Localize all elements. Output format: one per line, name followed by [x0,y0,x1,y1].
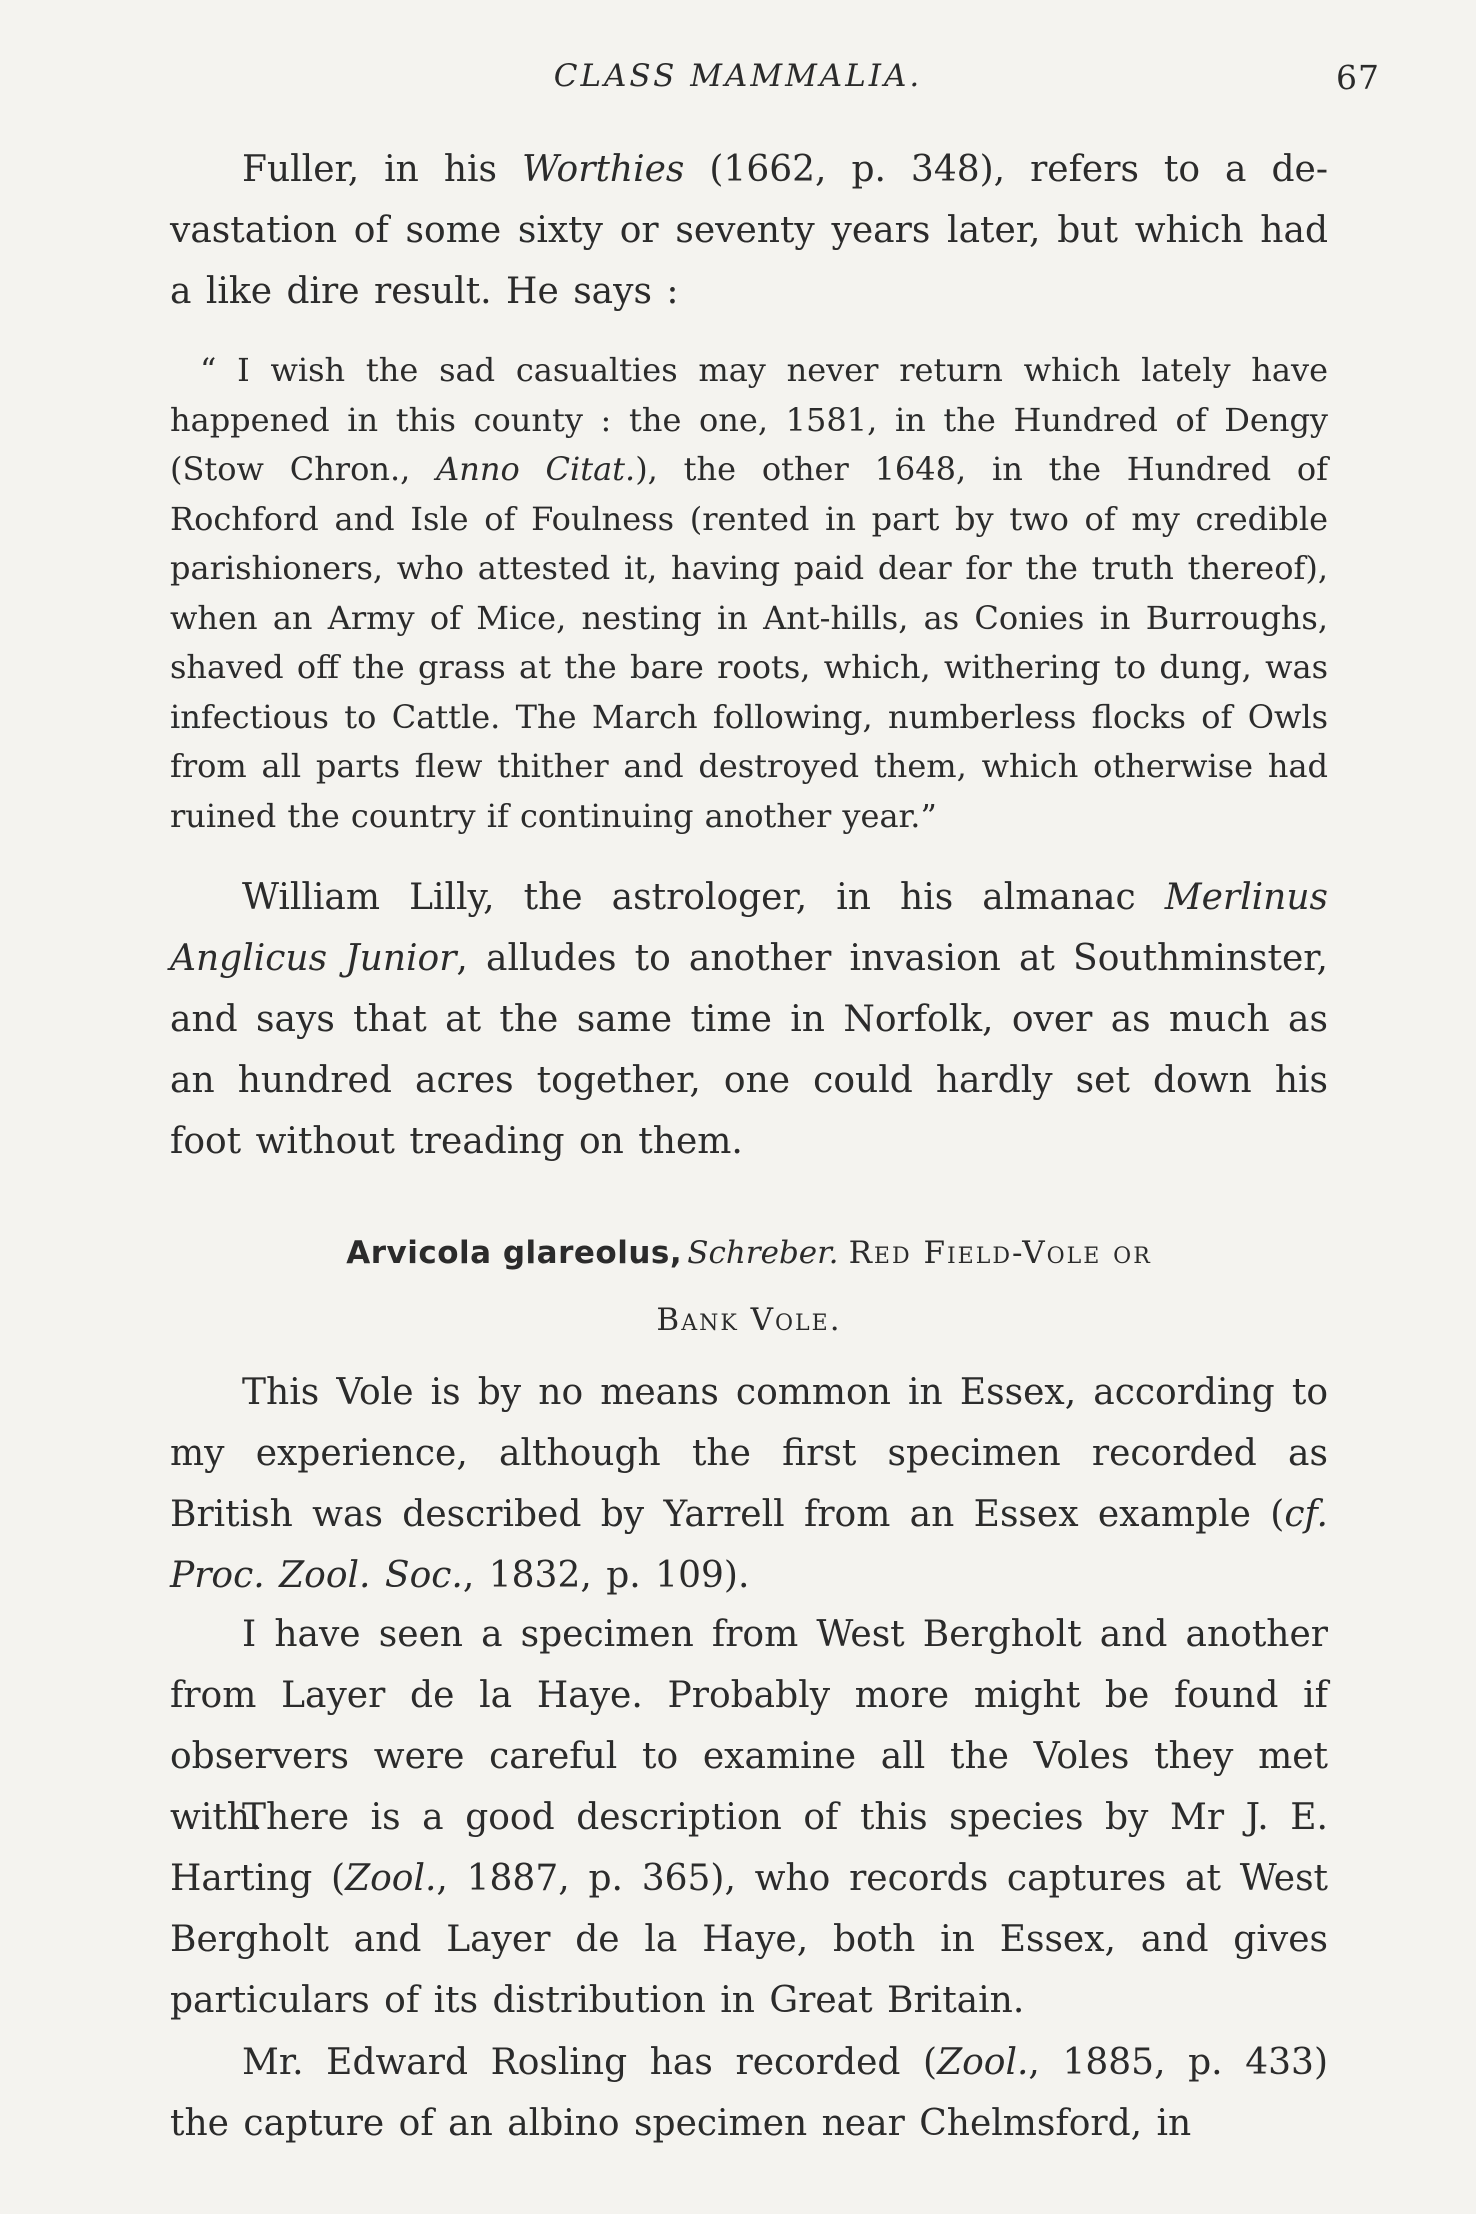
text-segment: Fuller, in his [242,149,522,190]
text-segment: , 1832, p. 109). [462,1555,750,1596]
text-segment: William Lilly, the astrologer, in his almanac [242,877,1165,918]
italic-title-merlinus: Merlinus Anglicus Junior [170,877,1328,979]
paragraph-lilly [170,867,1328,1172]
species-authority: Schreber. [687,1235,839,1271]
paragraph-rarity [170,1362,1328,1606]
common-name-line-2: Bank Vole. [656,1302,842,1338]
italic-citation-zool: Zool. [937,2042,1029,2083]
heading-line-1 [170,1222,1328,1289]
text-segment: Mr. Edward Rosling has recorded ( [242,2042,938,2083]
text-segment: “ I wish the sad casualties may never return which lately have happened in this county : the one, 1581, in the Hundred of Dengy (Stow Chron., [170,351,1328,488]
italic-citation-zool: Zool. [345,1858,437,1899]
text-segment: , 1887, p. 365), who records captures at West Bergholt and Layer de la Haye, both in Essex, and gives particulars of its distribution in Great Britain. [170,1858,1329,2021]
text-segment: This Vole is by no means common in Essex, according to my experience, although the first specimen recorded as British was described by Yarrell from an Essex example ( [170,1372,1328,1535]
italic-citation-proc-zool: cf. Proc. Zool. Soc. [170,1494,1328,1596]
text-segment: , alludes to another invasion at Southminster, and says that at the same time in Norfolk, over as much as an hundred acres together, one could hardly set down his foot without treading on them. [170,938,1328,1162]
common-name-line-1: Red Field-Vole or [848,1235,1152,1271]
paragraph-rosling [170,2032,1328,2154]
paragraph-fuller [170,139,1328,322]
text-segment: (1662, p. 348), refers to a devastation of some sixty or seventy years later, but which had a like dire result. He says : [170,149,1328,312]
italic-anno-citat: Anno Citat. [436,450,636,488]
species-heading [170,1222,1328,1356]
text-segment: , 1885, p. 433) the capture of an albino specimen near Chelmsford, in [170,2042,1328,2144]
species-name: Arvicola glareolus, [346,1235,683,1271]
page-number: 67 [1336,58,1380,97]
text-segment: I have seen a specimen from West Bergholt and another from Layer de la Haye. Probably more might be found if observers were careful to examine all the Voles they met with. [170,1614,1328,1838]
text-segment: ), the other 1648, in the Hundred of Rochford and Isle of Foulness (rented in part by two of my credible parishioners, who attested it, having paid dear for the truth thereof), when an Army of Mice, nesting in Ant-hills, as Conies in Burroughs, shaved off the grass at the bare roots, which, withering to dung, was infectious to Cattle. The March following, numberless flocks of Owls from all parts flew thither and destroyed them, which otherwise had ruined the country if continuing another year.” [170,450,1329,835]
running-head [0,58,1476,108]
running-title: CLASS MAMMALIA. [553,58,923,94]
text-segment: There is a good description of this species by Mr J. E. Harting ( [170,1797,1328,1899]
paragraph-harting [170,1787,1328,2031]
block-quote [170,346,1328,841]
heading-line-2 [170,1289,1328,1356]
italic-title-worthies: Worthies [522,149,685,190]
